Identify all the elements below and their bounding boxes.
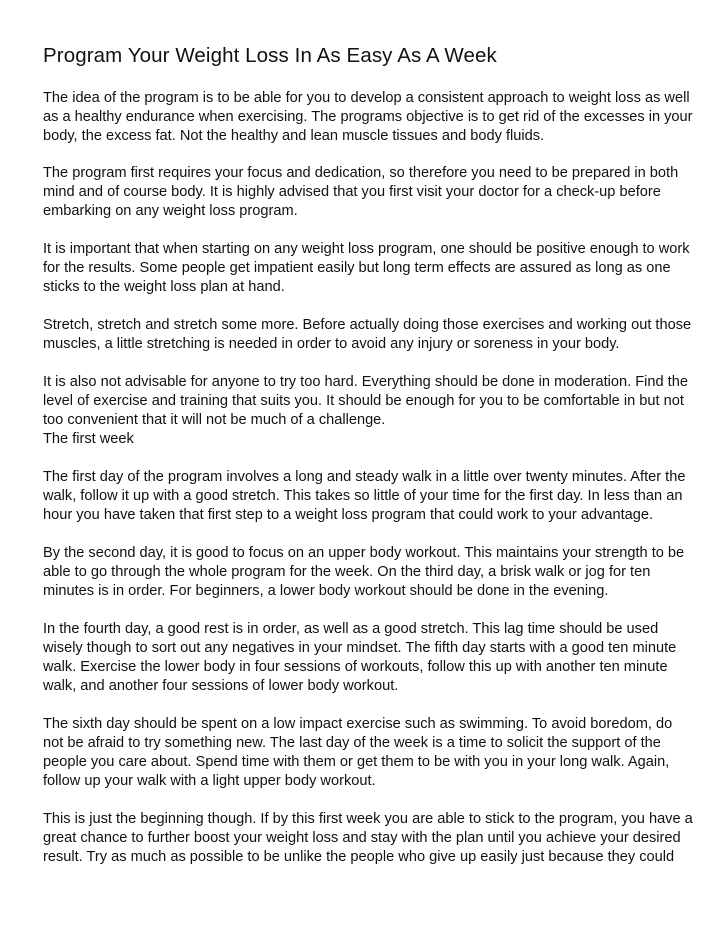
body-line: walk, and another four sessions of lower body workout. bbox=[43, 678, 399, 694]
body-line: result. Try as much as possible to be unlike the people who give up easily just because they could bbox=[43, 849, 675, 865]
body-line: great chance to further boost your weight loss and stay with the plan until you achieve your desired bbox=[43, 830, 681, 846]
body-line: body, the excess fat. Not the healthy and lean muscle tissues and body fluids. bbox=[43, 128, 545, 144]
body-line: The program first requires your focus and dedication, so therefore you need to be prepared in both bbox=[43, 165, 679, 181]
body-line: embarking on any weight loss program. bbox=[43, 203, 298, 219]
body-line: In the fourth day, a good rest is in order, as well as a good stretch. This lag time should be used bbox=[43, 621, 659, 637]
document-title: Program Your Weight Loss In As Easy As A Week bbox=[43, 44, 497, 67]
body-line: walk. Exercise the lower body in four sessions of workouts, follow this up with another ten minute bbox=[43, 659, 668, 675]
body-line: muscles, a little stretching is needed in order to avoid any injury or soreness in your body. bbox=[43, 336, 620, 352]
body-line: people you care about. Spend time with them or get them to be with you in your long walk. Again, bbox=[43, 754, 670, 770]
body-line: Stretch, stretch and stretch some more. Before actually doing those exercises and working out those bbox=[43, 317, 692, 333]
body-line: wisely though to sort out any negatives in your mindset. The fifth day starts with a good ten minute bbox=[43, 640, 677, 656]
body-line: mind and of course body. It is highly advised that you first visit your doctor for a check-up before bbox=[43, 184, 661, 200]
body-line: By the second day, it is good to focus on an upper body workout. This maintains your strength to be bbox=[43, 545, 685, 561]
body-line: too convenient that it will not be much of a challenge. bbox=[43, 412, 386, 428]
body-line: minutes is in order. For beginners, a lower body workout should be done in the evening. bbox=[43, 583, 609, 599]
body-line: The first day of the program involves a long and steady walk in a little over twenty minutes. After the bbox=[43, 469, 686, 485]
body-line: for the results. Some people get impatient easily but long term effects are assured as long as one bbox=[43, 260, 671, 276]
body-line: able to go through the whole program for the week. On the third day, a brisk walk or jog for ten bbox=[43, 564, 651, 580]
body-line: not be afraid to try something new. The last day of the week is a time to solicit the support of the bbox=[43, 735, 661, 751]
body-line: level of exercise and training that suits you. It should be enough for you to be comfortable in but not bbox=[43, 393, 684, 409]
body-line: hour you have taken that first step to a weight loss program that could work to your advantage. bbox=[43, 507, 654, 523]
body-line: The sixth day should be spent on a low impact exercise such as swimming. To avoid boredom, do bbox=[43, 716, 673, 732]
body-line: as a healthy endurance when exercising. The programs objective is to get rid of the excesses in your bbox=[43, 109, 693, 125]
body-line: It is also not advisable for anyone to try too hard. Everything should be done in moderation. Find the bbox=[43, 374, 688, 390]
body-line: walk, follow it up with a good stretch. This takes so little of your time for the first day. In less than an bbox=[43, 488, 683, 504]
section-heading: The first week bbox=[43, 431, 134, 447]
body-line: sticks to the weight loss plan at hand. bbox=[43, 279, 285, 295]
body-line: The idea of the program is to be able for you to develop a consistent approach to weight loss as well bbox=[43, 90, 690, 106]
body-line: This is just the beginning though. If by this first week you are able to stick to the program, you have a bbox=[43, 811, 693, 827]
body-line: It is important that when starting on any weight loss program, one should be positive enough to work bbox=[43, 241, 690, 257]
body-line: follow up your walk with a light upper body workout. bbox=[43, 773, 376, 789]
